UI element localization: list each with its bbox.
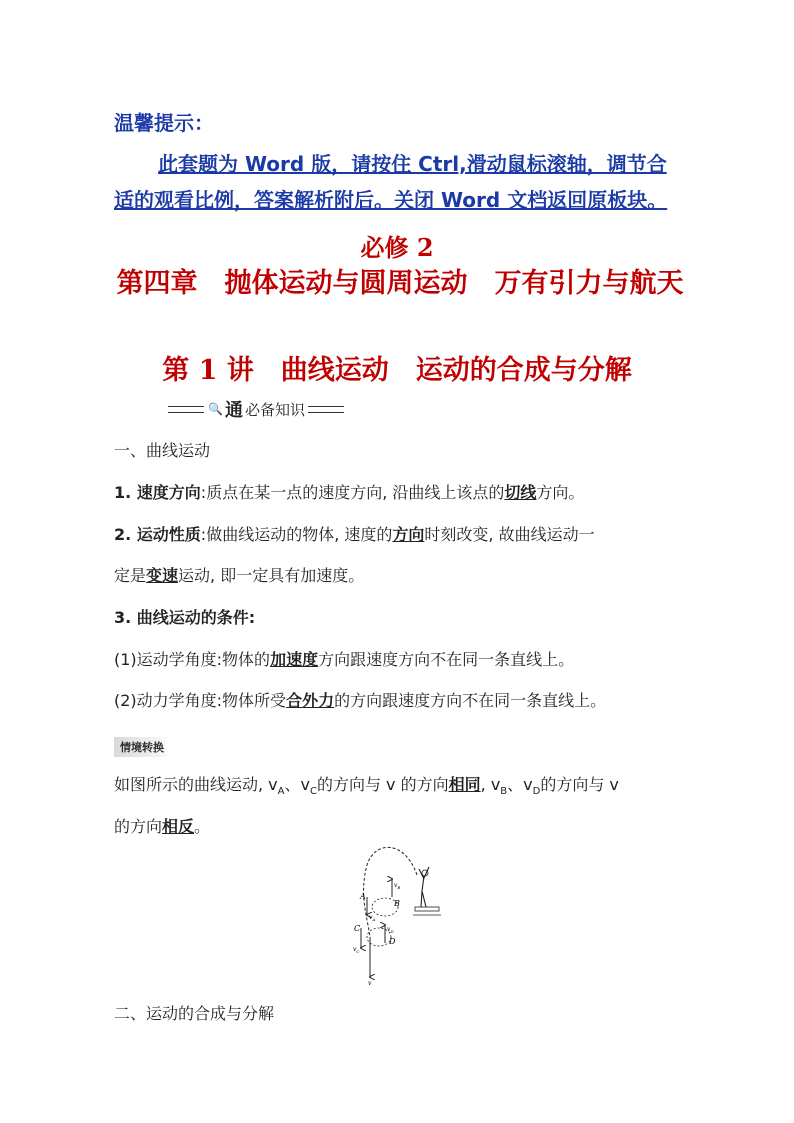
label-vD: $v_D$ bbox=[387, 926, 394, 934]
label-vA: $v_A$ bbox=[369, 914, 376, 922]
para-dynamics: (2)动力学角度:物体所受合外力的方向跟速度方向不在同一条直线上。 bbox=[114, 691, 607, 710]
section1-title: 一、曲线运动 bbox=[114, 441, 211, 460]
volume-heading: 必修 2 bbox=[360, 233, 434, 262]
para-motion-nature-cont: 定是变速运动, 即一定具有加速度。 bbox=[114, 566, 365, 585]
label-A: A bbox=[360, 892, 366, 901]
tip-body bbox=[114, 146, 694, 218]
diver-figure bbox=[419, 867, 429, 907]
para-conditions-title: 3. 曲线运动的条件: bbox=[114, 608, 256, 627]
situation-line-2: 的方向相反。 bbox=[114, 817, 211, 836]
para-velocity-direction: 1. 速度方向:质点在某一点的速度方向, 沿曲线上该点的切线方向。 bbox=[114, 483, 585, 502]
chapter-heading: 第四章 抛体运动与圆周运动 万有引力与航天 bbox=[116, 268, 684, 299]
magnifier-icon: 🔍 bbox=[208, 402, 223, 416]
para-kinematics: (1)运动学角度:物体的加速度方向跟速度方向不在同一条直线上。 bbox=[114, 650, 575, 669]
label-vC: $v_C$ bbox=[353, 946, 360, 954]
situation-line-1: 如图所示的曲线运动, $v_A$、$v_C$的方向与 v 的方向相同, $v_B$、$v_D$的方向与 v bbox=[114, 775, 619, 798]
para-motion-nature: 2. 运动性质:做曲线运动的物体, 速度的方向时刻改变, 故曲线运动一 bbox=[114, 525, 595, 544]
tong-glyph-icon: 通 bbox=[224, 400, 243, 421]
banner-title: 必备知识 bbox=[244, 400, 305, 419]
tip-line-2: 适的观看比例，答案解析附后。关闭 Word 文档返回原板块。 bbox=[114, 188, 668, 212]
section2-title: 二、运动的合成与分解 bbox=[114, 1004, 275, 1023]
label-D: D bbox=[389, 937, 396, 946]
situation-tag: 情境转换 bbox=[114, 737, 170, 757]
banner-rule-right bbox=[308, 406, 344, 413]
label-C: C bbox=[354, 924, 361, 933]
label-vB: $v_B$ bbox=[394, 882, 401, 890]
diving-board bbox=[415, 907, 439, 911]
lesson-heading: 第 1 讲 曲线运动 运动的合成与分解 bbox=[162, 355, 632, 386]
banner-rule-left bbox=[168, 406, 204, 413]
label-B: B bbox=[394, 899, 400, 908]
tip-line-1: 此套题为 Word 版，请按住 Ctrl,滑动鼠标滚轴，调节合 bbox=[158, 152, 667, 176]
trajectory-curve bbox=[364, 847, 417, 937]
diver-trajectory-figure bbox=[345, 845, 445, 990]
section-banner bbox=[168, 396, 344, 422]
tip-title: 温馨提示： bbox=[114, 111, 214, 135]
label-v: v bbox=[368, 980, 372, 987]
